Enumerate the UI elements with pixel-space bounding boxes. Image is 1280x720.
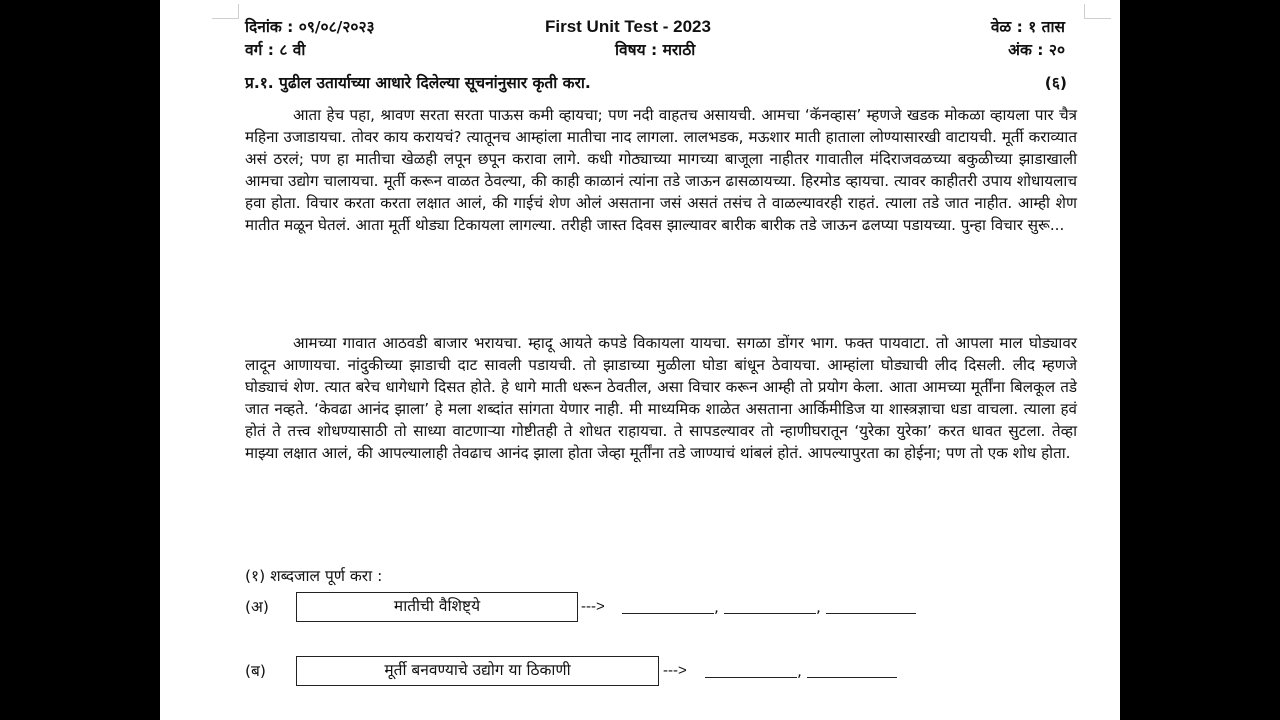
row-label: (अ) [245,598,269,616]
exam-subject: विषय : मराठी [615,41,696,59]
answer-blank-1[interactable] [705,677,797,678]
task-instruction: (१) शब्दजाल पूर्ण करा : [245,567,383,585]
exam-time: वेळ : १ तास [990,18,1065,36]
exam-title: First Unit Test - 2023 [545,17,711,36]
answer-blank-1[interactable] [622,613,714,614]
separator: , [816,598,821,616]
arrow-icon: ---> [581,598,605,615]
question-marks: (६) [1044,74,1067,92]
separator: , [797,662,802,680]
question-text: प्र.१. पुढील उतार्याच्या आधारे दिलेल्या सूचनांनुसार कृती करा. [245,74,591,92]
arrow-icon: ---> [663,662,687,679]
question-heading [245,72,1067,94]
passage-paragraph-2: आमच्या गावात आठवडी बाजार भरायचा. म्हादू आयते कपडे विकायला यायचा. सगळा डोंगर भाग. फक्त पायवाटा. तो आपला माल घोड्यावर लादून आणायचा. नांदुकीच्या झाडाची दाट सावली पडायची. तो झाडाच्या मुळीला घोडा बांधून ठेवायचा. आम्हांला घोड्याची लीद दिसली. लीद म्हणजे घोड्याचं शेण. त्यात बरेच धागेधागे दिसत होते. हे धागे माती धरून ठेवतील, असा विचार करून आम्ही तो प्रयोग केला. आता आमच्या मूर्तींना बिलकूल तडे जात नव्हते. ‘केवढा आनंद झाला’ हे मला शब्दांत सांगता येणार नाही. मी माध्यमिक शाळेत असताना आर्किमीडिज या शास्त्रज्ञाचा धडा वाचला. त्याला हवं होतं ते तत्त्व शोधण्यासाठी तो साध्या वाटणाऱ्या गोष्टीतही ते शोधत राहायचा. ते सापडल्यावर तो न्हाणीघरातून ‘युरेका युरेका’ करत धावत सुटला. तेव्हा माझ्या लक्षात आलं, की आपल्यालाही तेवढाच आनंद झाला होता जेव्हा मूर्तींना तडे जाण्याचं थांबलं होतं. आपल्यापुरता का होईना; पण तो एक शोध होता. [245,334,1077,463]
row-label: (ब) [245,662,266,680]
passage-paragraph-1: आता हेच पहा, श्रावण सरता सरता पाऊस कमी व्हायचा; पण नदी वाहतच असायची. आमचा ‘कॅनव्हास’ म्हणजे खडक मोकळा व्हायला पार चैत्र महिना उजाडायचा. तोवर काय करायचं? त्यातूनच आम्हांला मातीचा नाद लागला. लालभडक, मऊशार माती हाताला लोण्यासारखी वाटायची. मूर्ती कराव्यात असं ठरलं; पण हा मातीचा खेळही लपून छपून करावा लागे. कधी गोठ्याच्या मागच्या बाजूला नाहीतर गावातील मंदिराजवळच्या बकुळीच्या झाडाखाली आमचा उद्योग चालायचा. मूर्ती करून वाळत ठेवल्या, की काही काळानं त्यांना तडे जाऊन ढासळायच्या. हिरमोड व्हायचा. त्यावर काहीतरी उपाय शोधायलाच हवा होता. विचार करता करता लक्षात आलं, की गाईचं शेण ओलं असताना जसं असतं तसंच ते वाळल्यावरही राहतं. त्याला तडे जात नाहीत. आम्ही शेण मातीत मळून घेतलं. आता मूर्ती थोड्या टिकायला लागल्या. तरीही जास्त दिवस झाल्यावर बारीक बारीक तडे जाऊन ढलप्या पडायच्या. पुन्हा विचार सुरू... [245,106,1077,235]
word-web-box: मूर्ती बनवण्याचे उद्योग या ठिकाणी [296,656,659,686]
separator: , [714,598,719,616]
answer-blank-2[interactable] [807,677,897,678]
answer-blank-3[interactable] [826,613,916,614]
page-corner-mark-left [212,4,239,19]
answer-blank-2[interactable] [724,613,816,614]
page-corner-mark-right [1084,4,1111,19]
exam-marks: अंक : २० [1008,41,1065,59]
exam-class: वर्ग : ८ वी [245,41,306,59]
word-web-box: मातीची वैशिष्ट्ये [296,592,578,622]
exam-date: दिनांक : ०९/०८/२०२३ [245,18,375,36]
